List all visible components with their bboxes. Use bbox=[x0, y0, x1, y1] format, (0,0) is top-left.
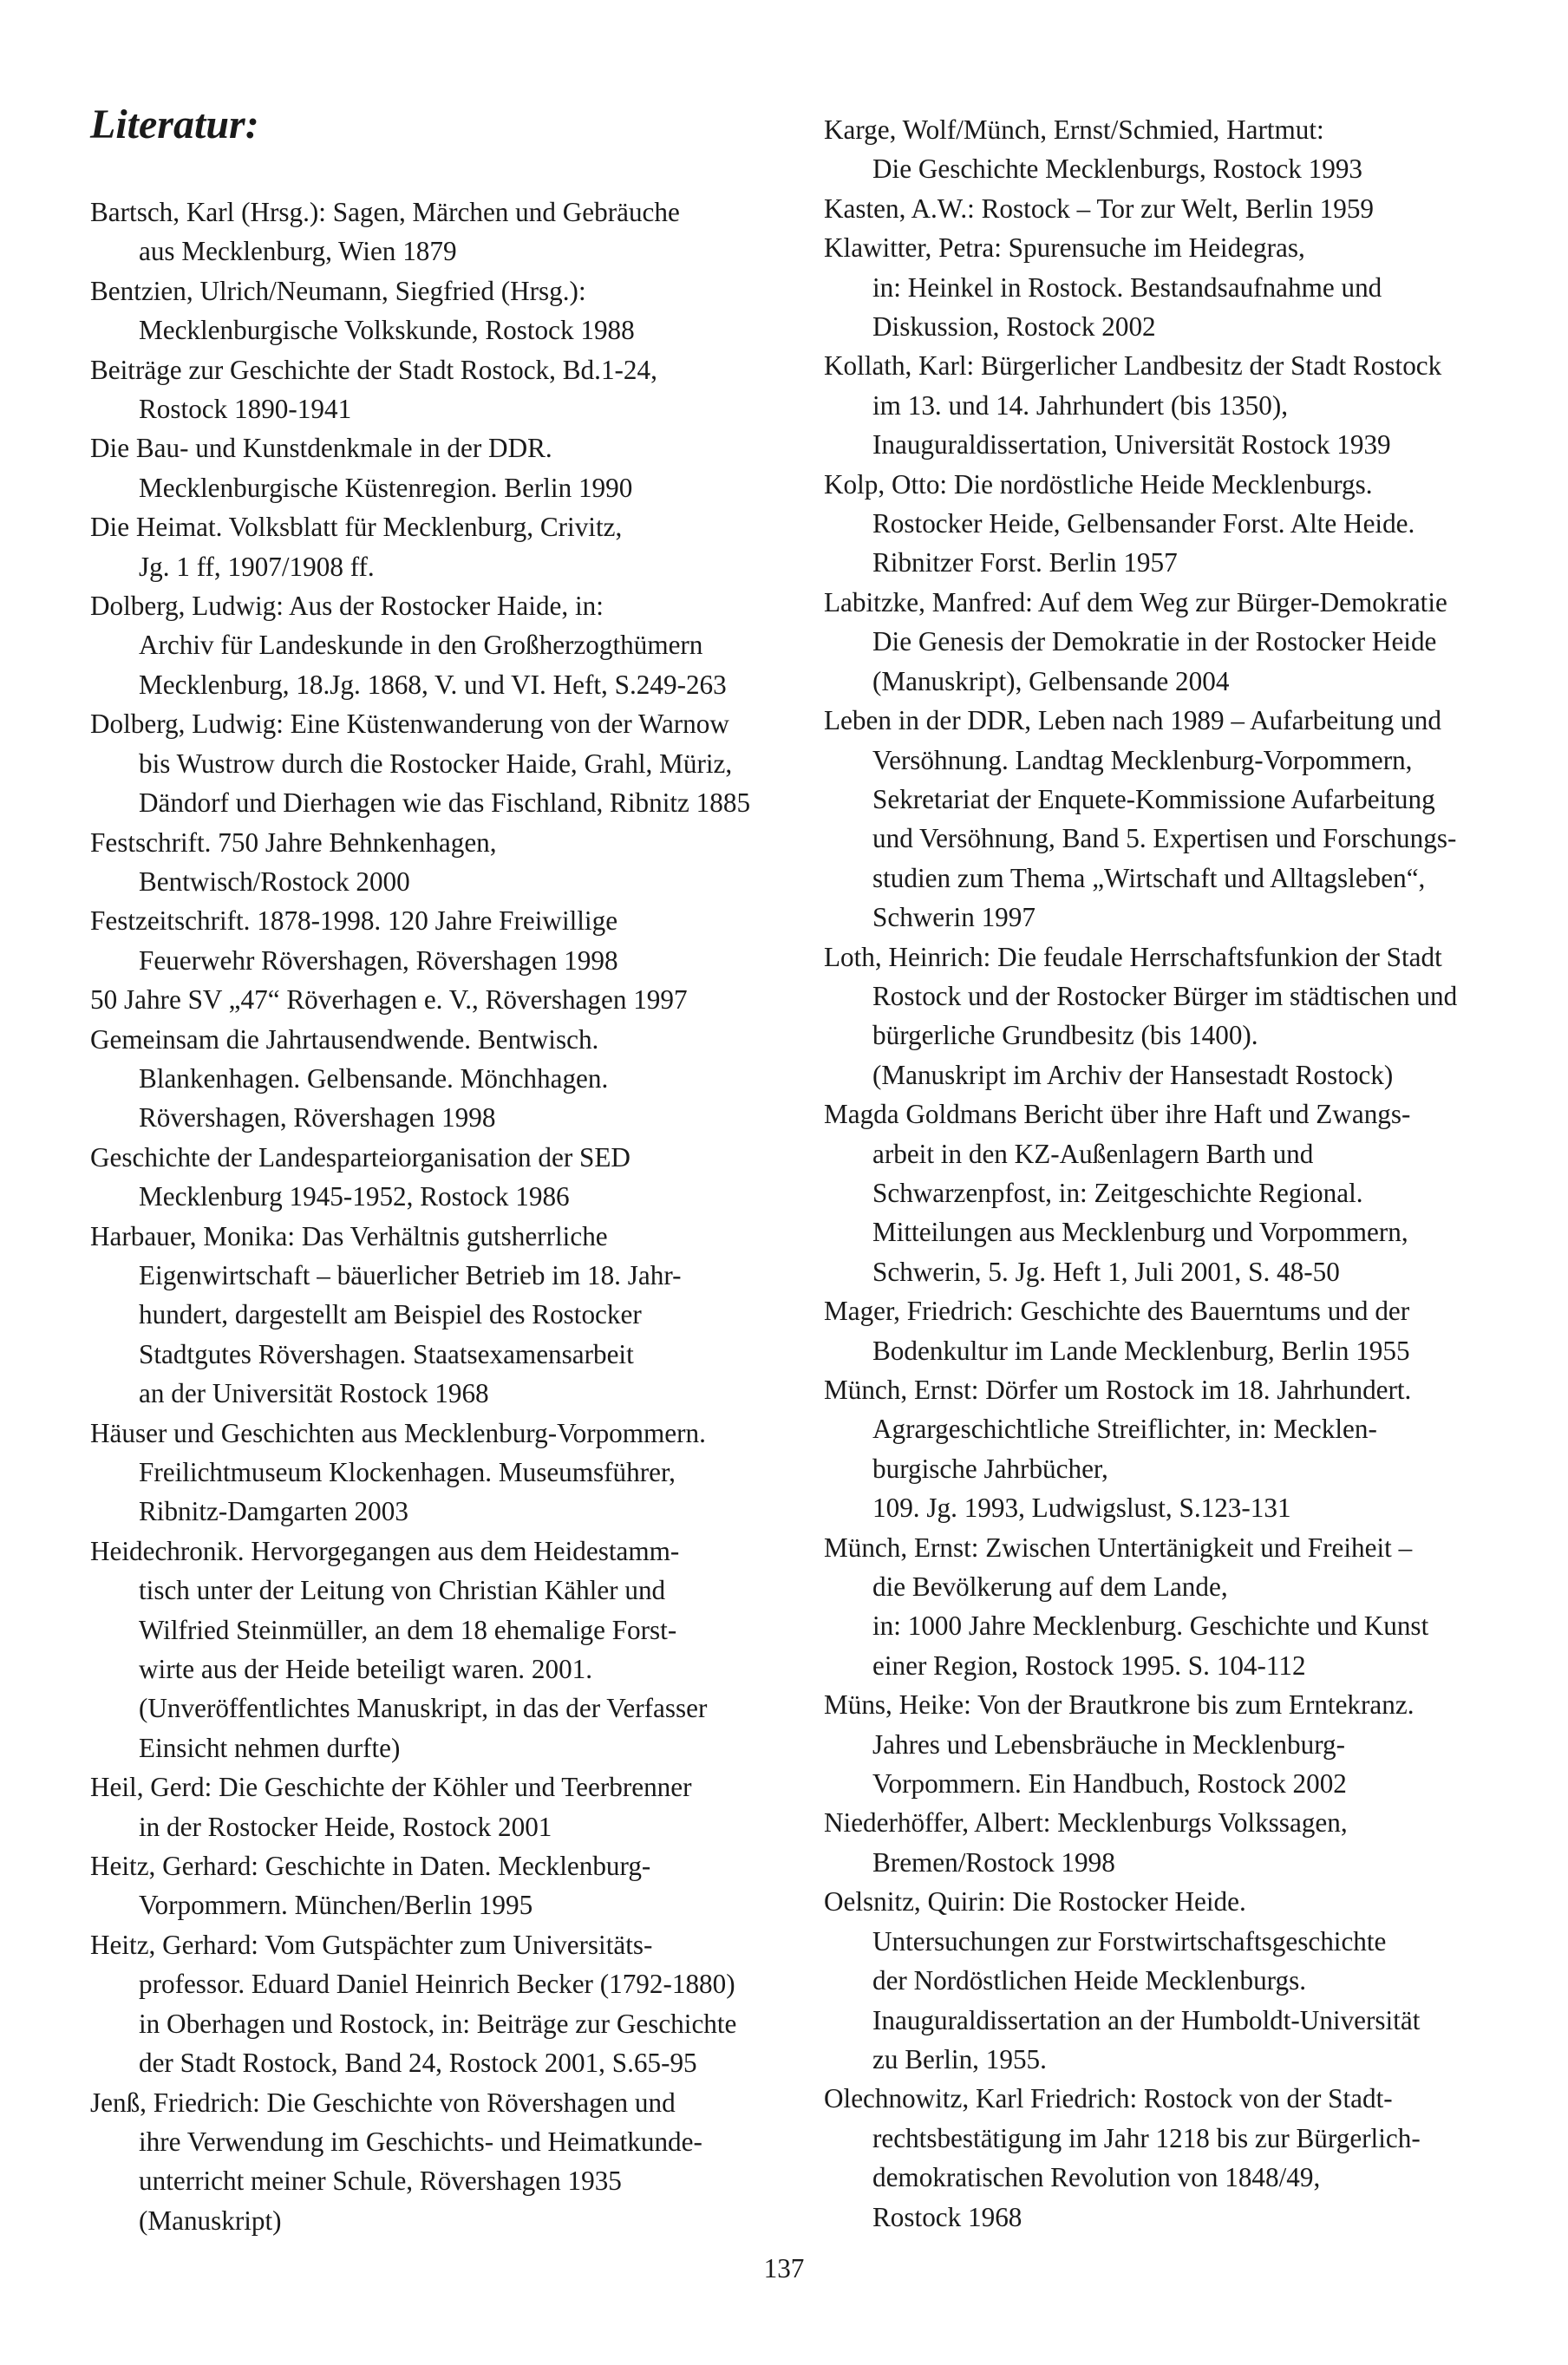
entry-continuation-line: Stadtgutes Rövershagen. Staatsexamensarbeit bbox=[139, 1338, 634, 1369]
entry-continuation-line: Mecklenburgische Volkskunde, Rostock 1988 bbox=[139, 315, 635, 346]
entry-continuation-line: Mitteilungen aus Mecklenburg und Vorpommern, bbox=[872, 1217, 1408, 1248]
bibliography-entry bbox=[90, 1925, 784, 2083]
entry-first-line: Kollath, Karl: Bürgerlicher Landbesitz der Stadt Rostock bbox=[824, 350, 1442, 382]
entry-continuation-line: Schwarzenpfost, in: Zeitgeschichte Regional. bbox=[872, 1177, 1363, 1208]
entry-first-line: Labitzke, Manfred: Auf dem Weg zur Bürger-Demokratie bbox=[824, 586, 1447, 617]
entry-first-line: 50 Jahre SV „47“ Röverhagen e. V., Rövershagen 1997 bbox=[90, 984, 688, 1016]
page-heading: Literatur: bbox=[90, 101, 259, 147]
bibliography-column-right bbox=[824, 110, 1509, 2237]
entry-first-line: Müns, Heike: Von der Brautkrone bis zum Erntekranz. bbox=[824, 1689, 1414, 1721]
entry-continuation-line: Rostocker Heide, Gelbensander Forst. Alte Heide. bbox=[872, 508, 1415, 539]
entry-first-line: Geschichte der Landesparteiorganisation der SED bbox=[90, 1141, 630, 1173]
entry-continuation-line: (Manuskript) bbox=[139, 2205, 282, 2236]
entry-first-line: Beiträge zur Geschichte der Stadt Rostock, Bd.1-24, bbox=[90, 354, 657, 385]
entry-continuation-line: hundert, dargestellt am Beispiel des Rostocker bbox=[139, 1299, 642, 1330]
entry-first-line: Karge, Wolf/Münch, Ernst/Schmied, Hartmut: bbox=[824, 114, 1324, 145]
entry-continuation-line: bürgerliche Grundbesitz (bis 1400). bbox=[872, 1020, 1258, 1051]
bibliography-entry bbox=[90, 1846, 784, 1925]
bibliography-entry bbox=[90, 704, 784, 822]
bibliography-entry bbox=[90, 1217, 784, 1414]
bibliography-entry bbox=[90, 428, 784, 507]
bibliography-entry bbox=[824, 1291, 1509, 1370]
entry-first-line: Dolberg, Ludwig: Aus der Rostocker Haide, in: bbox=[90, 591, 604, 622]
entry-continuation-line: Bentwisch/Rostock 2000 bbox=[139, 866, 410, 897]
entry-continuation-line: (Manuskript im Archiv der Hansestadt Rostock) bbox=[872, 1059, 1394, 1090]
bibliography-entry bbox=[90, 1532, 784, 1767]
entry-continuation-line: Agrargeschichtliche Streiflichter, in: Mecklen- bbox=[872, 1414, 1377, 1445]
page-number: 137 bbox=[763, 2253, 805, 2283]
entry-continuation-line: Vorpommern. München/Berlin 1995 bbox=[139, 1890, 533, 1921]
entry-continuation-line: tisch unter der Leitung von Christian Kähler und bbox=[139, 1575, 666, 1606]
bibliography-entry bbox=[824, 1528, 1509, 1686]
bibliography-entry bbox=[824, 228, 1509, 346]
entry-continuation-line: rechtsbestätigung im Jahr 1218 bis zur Bürgerlich- bbox=[872, 2122, 1421, 2153]
entry-continuation-line: aus Mecklenburg, Wien 1879 bbox=[139, 236, 457, 267]
entry-continuation-line: Mecklenburg, 18.Jg. 1868, V. und VI. Heft, S.249-263 bbox=[139, 669, 727, 700]
entry-continuation-line: 109. Jg. 1993, Ludwigslust, S.123-131 bbox=[872, 1493, 1291, 1524]
entry-continuation-line: Ribnitzer Forst. Berlin 1957 bbox=[872, 547, 1178, 578]
bibliography-column-left bbox=[90, 193, 784, 2240]
entry-continuation-line: im 13. und 14. Jahrhundert (bis 1350), bbox=[872, 389, 1289, 421]
entry-first-line: Kolp, Otto: Die nordöstliche Heide Mecklenburgs. bbox=[824, 468, 1373, 500]
entry-continuation-line: Vorpommern. Ein Handbuch, Rostock 2002 bbox=[872, 1768, 1347, 1800]
entry-continuation-line: demokratischen Revolution von 1848/49, bbox=[872, 2162, 1321, 2193]
entry-continuation-line: Archiv für Landeskunde in den Großherzogthümern bbox=[139, 630, 703, 661]
bibliography-entry bbox=[824, 1685, 1509, 1803]
entry-continuation-line: Rostock und der Rostocker Bürger im städtischen und bbox=[872, 980, 1458, 1011]
entry-continuation-line: Dändorf und Dierhagen wie das Fischland, Ribnitz 1885 bbox=[139, 787, 751, 819]
entry-continuation-line: (Manuskript), Gelbensande 2004 bbox=[872, 665, 1230, 696]
bibliography-entry bbox=[90, 980, 784, 1019]
entry-continuation-line: der Nordöstlichen Heide Mecklenburgs. bbox=[872, 1965, 1307, 1996]
entry-first-line: Oelsnitz, Quirin: Die Rostocker Heide. bbox=[824, 1886, 1246, 1917]
entry-first-line: Häuser und Geschichten aus Mecklenburg-Vorpommern. bbox=[90, 1417, 706, 1448]
entry-first-line: Die Heimat. Volksblatt für Mecklenburg, Crivitz, bbox=[90, 512, 623, 543]
bibliography-entry bbox=[90, 507, 784, 586]
bibliography-entry bbox=[90, 2083, 784, 2241]
entry-continuation-line: Wilfried Steinmüller, an dem 18 ehemalige Forst- bbox=[139, 1614, 677, 1645]
bibliography-entry bbox=[824, 701, 1509, 937]
entry-continuation-line: Ribnitz-Damgarten 2003 bbox=[139, 1496, 408, 1527]
entry-continuation-line: Die Geschichte Mecklenburgs, Rostock 1993 bbox=[872, 154, 1363, 185]
entry-continuation-line: einer Region, Rostock 1995. S. 104-112 bbox=[872, 1650, 1306, 1681]
entry-first-line: Gemeinsam die Jahrtausendwende. Bentwisch. bbox=[90, 1023, 599, 1055]
bibliography-entry bbox=[824, 938, 1509, 1095]
entry-continuation-line: die Bevölkerung auf dem Lande, bbox=[872, 1571, 1228, 1603]
entry-continuation-line: Sekretariat der Enquete-Kommissione Aufarbeitung bbox=[872, 783, 1435, 814]
bibliography-entry bbox=[90, 1414, 784, 1532]
entry-continuation-line: Jg. 1 ff, 1907/1908 ff. bbox=[139, 551, 375, 582]
entry-continuation-line: zu Berlin, 1955. bbox=[872, 2043, 1047, 2074]
bibliography-entry bbox=[824, 2079, 1509, 2237]
entry-first-line: Heil, Gerd: Die Geschichte der Köhler und Teerbrenner bbox=[90, 1772, 692, 1803]
entry-continuation-line: Jahres und Lebensbräuche in Mecklenburg- bbox=[872, 1728, 1346, 1760]
entry-continuation-line: und Versöhnung, Band 5. Expertisen und Forschungs- bbox=[872, 823, 1457, 854]
entry-first-line: Die Bau- und Kunstdenkmale in der DDR. bbox=[90, 433, 552, 464]
entry-first-line: Heitz, Gerhard: Geschichte in Daten. Mecklenburg- bbox=[90, 1851, 651, 1882]
entry-continuation-line: burgische Jahrbücher, bbox=[872, 1453, 1108, 1484]
entry-first-line: Harbauer, Monika: Das Verhältnis gutsherrliche bbox=[90, 1220, 608, 1251]
bibliography-entry bbox=[824, 1882, 1509, 2079]
entry-continuation-line: Inauguraldissertation, Universität Rostock 1939 bbox=[872, 429, 1391, 461]
bibliography-entry bbox=[824, 1370, 1509, 1528]
entry-continuation-line: in Oberhagen und Rostock, in: Beiträge zur Geschichte bbox=[139, 2008, 737, 2039]
entry-first-line: Heidechronik. Hervorgegangen aus dem Heidestamm- bbox=[90, 1535, 680, 1566]
entry-continuation-line: Mecklenburg 1945-1952, Rostock 1986 bbox=[139, 1181, 570, 1212]
entry-continuation-line: Schwerin 1997 bbox=[872, 902, 1036, 933]
entry-first-line: Bentzien, Ulrich/Neumann, Siegfried (Hrsg.): bbox=[90, 275, 586, 306]
entry-continuation-line: in: Heinkel in Rostock. Bestandsaufnahme und bbox=[872, 271, 1382, 303]
entry-first-line: Münch, Ernst: Dörfer um Rostock im 18. Jahrhundert. bbox=[824, 1375, 1412, 1405]
entry-continuation-line: arbeit in den KZ-Außenlagern Barth und bbox=[872, 1138, 1314, 1169]
entry-first-line: Niederhöffer, Albert: Mecklenburgs Volkssagen, bbox=[824, 1807, 1348, 1839]
entry-continuation-line: in: 1000 Jahre Mecklenburg. Geschichte und Kunst bbox=[872, 1610, 1429, 1642]
entry-continuation-line: professor. Eduard Daniel Heinrich Becker (1792-1880) bbox=[139, 1969, 735, 2000]
entry-first-line: Heitz, Gerhard: Vom Gutspächter zum Universitäts- bbox=[90, 1929, 653, 1960]
bibliography-entry bbox=[824, 189, 1509, 228]
bibliography-entry bbox=[824, 1094, 1509, 1291]
entry-first-line: Festzeitschrift. 1878-1998. 120 Jahre Freiwillige bbox=[90, 905, 618, 937]
entry-continuation-line: Inauguraldissertation an der Humboldt-Universität bbox=[872, 2004, 1421, 2035]
entry-continuation-line: studien zum Thema „Wirtschaft und Alltagsleben“, bbox=[872, 862, 1426, 893]
entry-continuation-line: unterricht meiner Schule, Rövershagen 1935 bbox=[139, 2166, 622, 2197]
entry-continuation-line: der Stadt Rostock, Band 24, Rostock 2001, S.65-95 bbox=[139, 2048, 697, 2079]
bibliography-entry bbox=[90, 823, 784, 902]
entry-continuation-line: ihre Verwendung im Geschichts- und Heimatkunde- bbox=[139, 2126, 702, 2157]
bibliography-entry bbox=[824, 110, 1509, 189]
entry-continuation-line: in der Rostocker Heide, Rostock 2001 bbox=[139, 1811, 552, 1842]
entry-continuation-line: Bodenkultur im Lande Mecklenburg, Berlin 1955 bbox=[872, 1335, 1410, 1366]
bibliography-entry bbox=[824, 1803, 1509, 1882]
entry-first-line: Mager, Friedrich: Geschichte des Bauerntums und der bbox=[824, 1296, 1410, 1327]
entry-first-line: Loth, Heinrich: Die feudale Herrschaftsfunkion der Stadt bbox=[824, 941, 1442, 972]
bibliography-entry bbox=[90, 586, 784, 704]
entry-continuation-line: bis Wustrow durch die Rostocker Haide, Grahl, Müriz, bbox=[139, 748, 733, 779]
entry-first-line: Bartsch, Karl (Hrsg.): Sagen, Märchen und Gebräuche bbox=[90, 197, 680, 227]
entry-continuation-line: Eigenwirtschaft – bäuerlicher Betrieb im 18. Jahr- bbox=[139, 1259, 682, 1290]
entry-continuation-line: Bremen/Rostock 1998 bbox=[872, 1846, 1115, 1878]
entry-continuation-line: Untersuchungen zur Forstwirtschaftsgeschichte bbox=[872, 1925, 1387, 1957]
bibliography-entry bbox=[90, 1020, 784, 1138]
bibliography-entry bbox=[824, 465, 1509, 583]
entry-continuation-line: Freilichtmuseum Klockenhagen. Museumsführer, bbox=[139, 1457, 676, 1487]
entry-continuation-line: (Unveröffentlichtes Manuskript, in das der Verfasser bbox=[139, 1693, 708, 1724]
entry-first-line: Olechnowitz, Karl Friedrich: Rostock von der Stadt- bbox=[824, 2083, 1393, 2114]
entry-continuation-line: Rostock 1968 bbox=[872, 2201, 1022, 2232]
entry-first-line: Dolberg, Ludwig: Eine Küstenwanderung von der Warnow bbox=[90, 709, 729, 740]
entry-continuation-line: Rövershagen, Rövershagen 1998 bbox=[139, 1102, 496, 1134]
bibliography-entry bbox=[824, 346, 1509, 464]
bibliography-entry bbox=[90, 271, 784, 350]
bibliography-entry bbox=[90, 350, 784, 429]
bibliography-entry bbox=[90, 1767, 784, 1846]
entry-first-line: Münch, Ernst: Zwischen Untertänigkeit und Freiheit – bbox=[824, 1532, 1413, 1563]
bibliography-entry bbox=[90, 193, 784, 271]
bibliography-entry bbox=[90, 901, 784, 980]
entry-first-line: Jenß, Friedrich: Die Geschichte von Rövershagen und bbox=[90, 2087, 676, 2118]
entry-continuation-line: Rostock 1890-1941 bbox=[139, 394, 352, 425]
entry-first-line: Klawitter, Petra: Spurensuche im Heidegras, bbox=[824, 232, 1305, 264]
entry-continuation-line: Blankenhagen. Gelbensande. Mönchhagen. bbox=[139, 1062, 609, 1094]
entry-first-line: Magda Goldmans Bericht über ihre Haft und Zwangs- bbox=[824, 1099, 1411, 1130]
entry-continuation-line: Feuerwehr Rövershagen, Rövershagen 1998 bbox=[139, 944, 618, 976]
entry-continuation-line: Versöhnung. Landtag Mecklenburg-Vorpommern, bbox=[872, 744, 1413, 775]
entry-continuation-line: wirte aus der Heide beteiligt waren. 2001. bbox=[139, 1654, 593, 1685]
entry-continuation-line: Einsicht nehmen durfte) bbox=[139, 1732, 401, 1763]
entry-continuation-line: Mecklenburgische Küstenregion. Berlin 1990 bbox=[139, 472, 633, 503]
entry-continuation-line: Diskussion, Rostock 2002 bbox=[872, 311, 1156, 343]
entry-continuation-line: Schwerin, 5. Jg. Heft 1, Juli 2001, S. 48-50 bbox=[872, 1256, 1340, 1287]
bibliography-entry bbox=[90, 1138, 784, 1217]
entry-first-line: Festschrift. 750 Jahre Behnkenhagen, bbox=[90, 826, 497, 858]
entry-first-line: Leben in der DDR, Leben nach 1989 – Aufarbeitung und bbox=[824, 705, 1441, 736]
bibliography-entry bbox=[824, 583, 1509, 701]
entry-continuation-line: an der Universität Rostock 1968 bbox=[139, 1378, 489, 1409]
entry-continuation-line: Die Genesis der Demokratie in der Rostocker Heide bbox=[872, 626, 1437, 657]
entry-first-line: Kasten, A.W.: Rostock – Tor zur Welt, Berlin 1959 bbox=[824, 193, 1375, 224]
